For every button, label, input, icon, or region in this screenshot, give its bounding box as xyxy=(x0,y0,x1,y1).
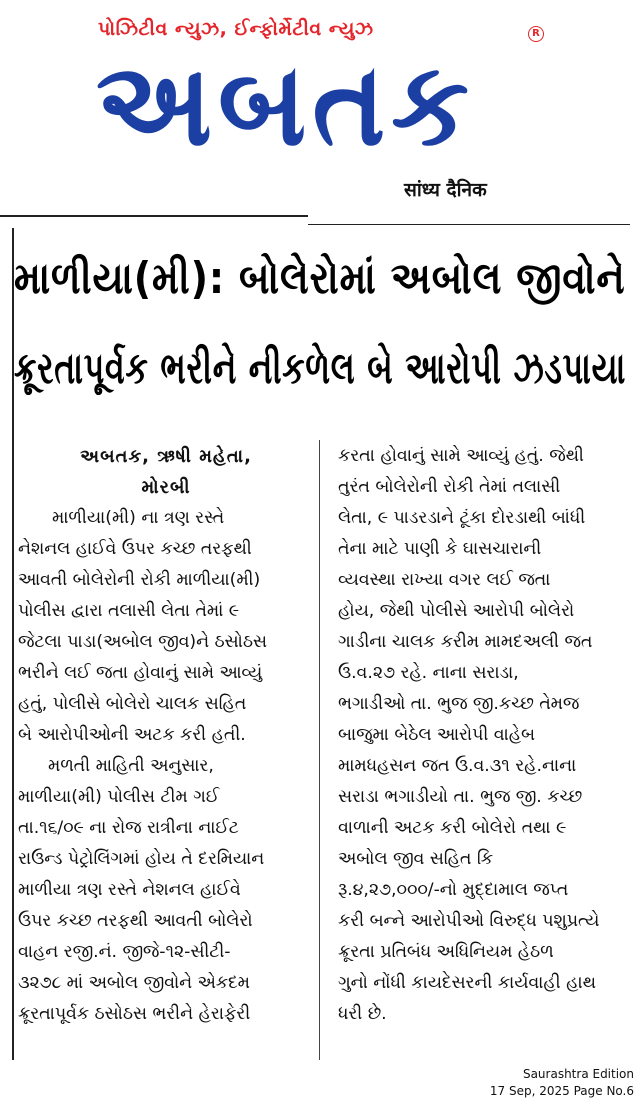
paragraph-line: ભગાડીઓ તા. ભુજ જી.કચ્છ તેમજ xyxy=(338,694,580,714)
column-divider xyxy=(319,440,320,1060)
paragraph-line: ઉપર કચ્છ તરફથી આવતી બોલેરો xyxy=(18,911,253,931)
byline: અબતક, ઋષી મહેતા, xyxy=(80,446,252,467)
paragraph-line: કરતા હોવાનું સામે આવ્યું હતું. જેથી xyxy=(338,446,584,466)
paragraph-line: તેના માટે પાણી કે ઘાસચારાની xyxy=(338,539,542,559)
newspaper-logo xyxy=(96,40,544,168)
headline-line-2: ક્રૂરતાપૂર્વક ભરીને નીકળેલ બે આરોપી ઝડપાયા xyxy=(14,343,627,394)
divider-top xyxy=(0,215,308,217)
paragraph-line: વાહન રજી.નં. જીજે-૧૨-સીટી- xyxy=(18,942,231,962)
paragraph-line: ગુનો નોંધી કાયદેસરની કાર્યવાહી હાથ xyxy=(338,973,596,993)
paragraph-line: લેતા, ૯ પાડરડાને ટૂંકા દોરડાથી બાંધી xyxy=(338,508,586,528)
paragraph-line: બાજુમા બેઠેલ આરોપી વાહેબ xyxy=(338,725,535,745)
paragraph-line: વાળાની અટક કરી બોલેરો તથા ૯ xyxy=(338,818,567,838)
paragraph-line: રૂ.૪,૨૭,૦૦૦/-નો મુદ્દામાલ જપ્ત xyxy=(338,880,569,900)
article-column-right xyxy=(338,441,638,1030)
paragraph-line: હોય, જેથી પોલીસે આરોપી બોલેરો xyxy=(338,601,575,621)
paragraph-line: તા.૧૬/૦૯ ના રોજ રાત્રીના નાઈટ xyxy=(18,818,239,838)
logo-text: અબતક xyxy=(96,40,475,168)
paragraph-line: માળીયા(મી) પોલીસ ટીમ ગઈ xyxy=(18,787,220,807)
date-page-label: 17 Sep, 2025 Page No.6 xyxy=(489,1084,634,1098)
paragraph-line: નેશનલ હાઈવે ઉપર કચ્છ તરફથી xyxy=(18,539,252,559)
paragraph-line: ભરીને લઈ જતા હોવાનું સામે આવ્યું xyxy=(18,663,263,683)
paragraph-line: મળતી માહિતી અનુસાર, xyxy=(48,756,214,776)
paragraph-line: સરાડા ભગાડીયો તા. ભુજ જી. કચ્છ xyxy=(338,787,583,807)
byline-location: મોરબી xyxy=(141,477,191,498)
paragraph-line: વ્યવસ્થા રાખ્યા વગર લઈ જતા xyxy=(338,570,551,590)
paragraph-line: મામધહસન જત ઉ.વ.૩૧ રહે.નાના xyxy=(338,756,577,776)
paragraph-line: માળીયા ત્રણ રસ્તે નેશનલ હાઈવે xyxy=(18,880,241,900)
paragraph-line: અબોલ જીવ સહિત કિ xyxy=(338,849,493,869)
headline-line-1: માળીયા(મી): બોલેરોમાં અબોલ જીવોને xyxy=(14,253,626,304)
paragraph-line: ક્રૂરતાપૂર્વક ઠસોઠસ ભરીને હેરાફેરી xyxy=(18,1004,251,1024)
paragraph-line: કરી બન્ને આરોપીઓ વિરુદ્ધ પશુપ્રત્યે xyxy=(338,911,600,931)
masthead xyxy=(0,0,642,215)
paragraph-line: રાઉન્ડ પેટ્રોલિંગમાં હોય તે દરમિયાન xyxy=(18,849,265,869)
page-footer xyxy=(490,1066,634,1100)
paragraph-line: આવતી બોલેરોની રોકી માળીયા(મી) xyxy=(18,570,261,590)
masthead-tagline: પોઝિટીવ ન્યુઝ, ઈન્ફોર્મેટીવ ન્યુઝ xyxy=(98,18,374,40)
paragraph-line: પોલીસ દ્વારા તલાસી લેતા તેમાં ૯ xyxy=(18,601,240,621)
masthead-subtitle: सांध्य दैनिक xyxy=(404,179,487,201)
article-column-left xyxy=(18,441,314,1030)
edition-label: Saurashtra Edition xyxy=(522,1067,634,1081)
paragraph-line: ધરી છે. xyxy=(338,1004,387,1024)
paragraph-line: ૩૨૭૮ માં અબોલ જીવોને એકદમ xyxy=(18,973,250,993)
paragraph-line: માળીયા(મી) ના ત્રણ રસ્તે xyxy=(52,508,225,528)
paragraph-line: હતું, પોલીસે બોલેરો ચાલક સહિત xyxy=(18,694,247,714)
paragraph-line: ક્રૂરતા પ્રતિબંધ અધિનિયમ હેઠળ xyxy=(338,942,554,962)
paragraph-line: બે આરોપીઓની અટક કરી હતી. xyxy=(18,725,246,745)
divider-top-right xyxy=(308,224,630,225)
paragraph-line: ગાડીના ચાલક કરીમ મામદઅલી જત xyxy=(338,632,593,652)
registered-mark-icon: R xyxy=(528,26,544,42)
paragraph-line: ઉ.વ.૨૭ રહે. નાના સરાડા, xyxy=(338,663,519,683)
article-headline xyxy=(14,234,632,414)
paragraph-line: તુરંત બોલેરોની રોકી તેમાં તલાસી xyxy=(338,477,561,497)
paragraph-line: જેટલા પાડા(અબોલ જીવ)ને ઠસોઠસ xyxy=(18,632,267,652)
